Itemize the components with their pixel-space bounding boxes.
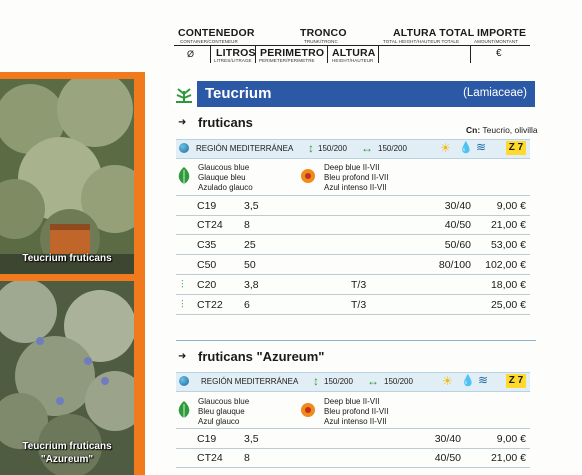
header-altura-sub: HEIGHT/HAUTEUR bbox=[332, 58, 374, 63]
spread-arrow-icon: ↔ bbox=[367, 374, 379, 388]
litres: 8 bbox=[244, 452, 250, 464]
litres: 3,5 bbox=[244, 200, 259, 212]
common-names bbox=[466, 125, 538, 135]
diameter-symbol: Ø bbox=[187, 49, 195, 59]
wind-icon: ≋ bbox=[478, 373, 489, 387]
litres: 3,5 bbox=[244, 433, 259, 445]
height: 80/100 bbox=[438, 259, 471, 271]
genus-name: Teucrium bbox=[205, 85, 272, 102]
container-code: C35 bbox=[197, 239, 217, 251]
container-code: CT24 bbox=[197, 452, 223, 464]
region-text: REGIÓN MEDITERRÁNEA bbox=[201, 377, 299, 386]
flower-colour-en: Deep blue II-VII bbox=[324, 397, 380, 406]
height-range: 150/200 bbox=[324, 377, 353, 386]
region-bar bbox=[176, 139, 530, 159]
container-code: C19 bbox=[197, 433, 217, 445]
leaf-colour-es: Azulado glauco bbox=[198, 183, 253, 192]
header-vline bbox=[378, 46, 379, 63]
flower-colour-text bbox=[324, 163, 388, 193]
table-row bbox=[176, 195, 530, 216]
common-names-text: Teucrio, olivilla bbox=[482, 125, 538, 135]
flower-icon bbox=[300, 402, 316, 423]
header-altura-total-sub: TOTAL HEIGHT/HAUTEUR TOTALE bbox=[383, 39, 460, 44]
litres: 6 bbox=[244, 299, 250, 311]
table-row bbox=[176, 275, 530, 295]
common-label: Cn: bbox=[466, 125, 481, 135]
leaf-icon bbox=[177, 401, 191, 424]
header-importe-sub: AMOUNT/MONTANT bbox=[474, 39, 519, 44]
photo-teucrium-fruticans bbox=[0, 79, 134, 274]
flower-colour-fr: Bleu profond II-VII bbox=[324, 173, 389, 182]
table-row bbox=[176, 255, 530, 275]
table-row bbox=[176, 448, 530, 468]
container-code: CT24 bbox=[197, 219, 223, 231]
price: 9,00 € bbox=[496, 433, 526, 445]
water-drop-icon: 💧 bbox=[459, 142, 473, 154]
header-contenedor: CONTENEDOR bbox=[178, 27, 255, 39]
flower-colour-text bbox=[324, 397, 388, 427]
height: 30/40 bbox=[444, 200, 471, 212]
header-importe: IMPORTE bbox=[477, 27, 527, 39]
globe-icon bbox=[179, 376, 189, 386]
section-divider bbox=[176, 340, 536, 341]
price: 25,00 € bbox=[490, 299, 526, 311]
trunk: T/3 bbox=[351, 279, 367, 291]
header-tronco-sub: TRUNK/TRONC bbox=[304, 39, 338, 44]
plant-icon bbox=[171, 81, 197, 107]
flower-colour-fr: Bleu profond II-VII bbox=[324, 407, 389, 416]
height: 30/40 bbox=[434, 433, 461, 445]
header-litros: LITROS bbox=[216, 47, 256, 59]
container-code: C50 bbox=[197, 259, 217, 271]
arrow-right-icon: ➜ bbox=[178, 351, 187, 362]
table-row bbox=[176, 295, 530, 315]
leaf-colour-en: Glaucous blue bbox=[198, 163, 250, 172]
photo-caption: Teucrium fruticans bbox=[22, 253, 112, 264]
litres: 50 bbox=[244, 259, 256, 271]
container-code: C19 bbox=[197, 200, 217, 212]
zone-badge: Z 7 bbox=[506, 141, 526, 155]
header-perimetro-sub: PERIMETER/PERIMETRE bbox=[259, 58, 315, 63]
leaf-colour-en: Glaucous blue bbox=[198, 397, 250, 406]
family-name: (Lamiaceae) bbox=[463, 87, 527, 99]
flower-icon bbox=[300, 168, 316, 189]
price: 53,00 € bbox=[490, 239, 526, 251]
leaf-colour-es: Azul glauco bbox=[198, 417, 240, 426]
species-name: fruticans "Azureum" bbox=[198, 349, 325, 364]
header-altura: ALTURA bbox=[332, 47, 376, 59]
region-text: REGIÓN MEDITERRÁNEA bbox=[196, 144, 294, 153]
header-divider bbox=[174, 45, 530, 46]
container-code: CT22 bbox=[197, 299, 223, 311]
spread-arrow-icon: ↔ bbox=[361, 141, 373, 155]
wind-icon: ≋ bbox=[476, 140, 487, 154]
spread-range: 150/200 bbox=[384, 377, 413, 386]
table-row bbox=[176, 235, 530, 255]
height: 50/60 bbox=[444, 239, 471, 251]
water-drop-icon: 💧 bbox=[461, 375, 475, 387]
species-name: fruticans bbox=[198, 115, 253, 130]
price: 18,00 € bbox=[490, 279, 526, 291]
globe-icon bbox=[179, 143, 189, 153]
leaf-colour-fr: Glauque bleu bbox=[198, 173, 246, 182]
photo-teucrium-fruticans-azureum bbox=[0, 281, 134, 475]
price: 21,00 € bbox=[490, 452, 526, 464]
trunk: T/3 bbox=[351, 299, 367, 311]
leaf-colour-fr: Bleu glauque bbox=[198, 407, 245, 416]
sun-icon: ☀ bbox=[440, 141, 451, 155]
header-litros-sub: LITRES/LITRAGE bbox=[214, 58, 252, 63]
litres: 25 bbox=[244, 239, 256, 251]
height: 40/50 bbox=[434, 452, 461, 464]
litres: 8 bbox=[244, 219, 250, 231]
arrow-right-icon: ➜ bbox=[178, 117, 187, 128]
flower-colour-es: Azul intenso II-VII bbox=[324, 417, 387, 426]
height-range: 150/200 bbox=[318, 144, 347, 153]
leaf-colour-text bbox=[198, 397, 249, 427]
price: 102,00 € bbox=[485, 259, 526, 271]
euro-symbol: € bbox=[496, 48, 502, 59]
header-tronco: TRONCO bbox=[300, 27, 347, 39]
height: 40/50 bbox=[444, 219, 471, 231]
header-vline bbox=[470, 46, 471, 63]
flower-colour-en: Deep blue II-VII bbox=[324, 163, 380, 172]
header-contenedor-sub: CONTAINER/CONTENEUR bbox=[180, 39, 238, 44]
price: 9,00 € bbox=[496, 200, 526, 212]
litres: 3,8 bbox=[244, 279, 259, 291]
zone-badge: Z 7 bbox=[506, 374, 526, 388]
standard-stem-icon: ⫶ bbox=[181, 299, 184, 311]
flower-colour-es: Azul intenso II-VII bbox=[324, 183, 387, 192]
table-row bbox=[176, 215, 530, 235]
container-code: C20 bbox=[197, 279, 217, 291]
region-bar bbox=[176, 372, 530, 392]
leaf-colour-text bbox=[198, 163, 253, 193]
photo-caption-line1: Teucrium fruticans bbox=[22, 441, 112, 452]
height-arrow-icon: ↕ bbox=[313, 374, 319, 388]
sun-icon: ☀ bbox=[442, 374, 453, 388]
header-altura-total: ALTURA TOTAL bbox=[393, 27, 475, 39]
spread-range: 150/200 bbox=[378, 144, 407, 153]
height-arrow-icon: ↕ bbox=[308, 141, 314, 155]
header-perimetro: PERIMETRO bbox=[260, 47, 325, 59]
shrub-photo-image bbox=[0, 79, 134, 274]
table-row bbox=[176, 428, 530, 449]
photo-caption-line2: "Azureum" bbox=[40, 454, 94, 465]
genus-bar bbox=[171, 81, 535, 107]
header-vline bbox=[327, 46, 328, 63]
standard-stem-icon: ⫶ bbox=[181, 279, 184, 291]
header-vline bbox=[210, 46, 211, 63]
price: 21,00 € bbox=[490, 219, 526, 231]
leaf-icon bbox=[177, 167, 191, 190]
